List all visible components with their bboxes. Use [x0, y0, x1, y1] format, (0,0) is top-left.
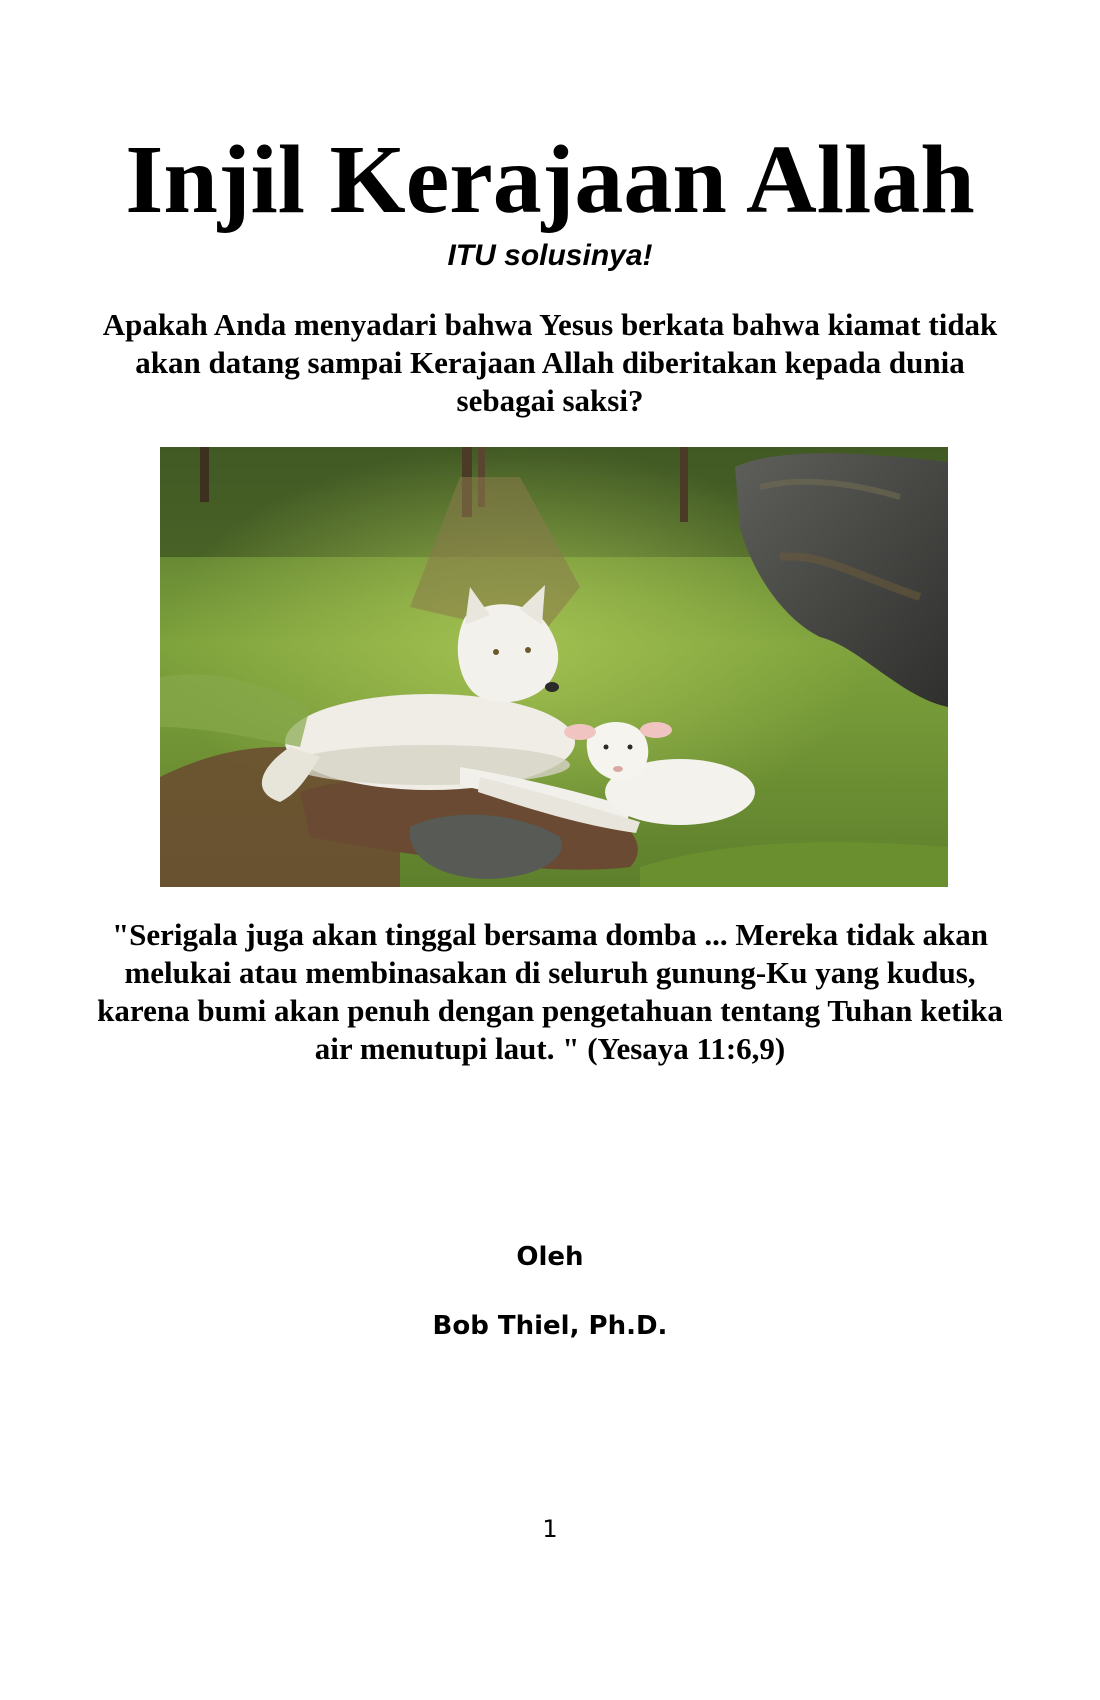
wolf-and-lamb-image [160, 447, 948, 887]
lamb-eye [604, 745, 609, 750]
wolf-eye [493, 649, 499, 655]
scripture-quote: "Serigala juga akan tinggal bersama domba ... Mereka tidak akan melukai atau membinasakan di seluruh gunung-Ku yang kudus, karena bumi akan penuh dengan pengetahuan tentang Tuhan ketika air menutupi laut. " (Yesaya 11:6,9) [97, 917, 1003, 1066]
wolf-eye [525, 647, 531, 653]
wolf-nose [545, 682, 559, 692]
page-number: 1 [542, 1515, 558, 1543]
tree-trunk [680, 447, 688, 522]
author-name: Bob Thiel, Ph.D. [432, 1311, 668, 1341]
document-subtitle: ITU solusinya! [447, 239, 653, 272]
by-label: Oleh [516, 1242, 584, 1272]
intro-question: Apakah Anda menyadari bahwa Yesus berkata bahwa kiamat tidak akan datang sampai Kerajaan Allah diberitakan kepada dunia sebagai saksi? [102, 307, 998, 418]
lamb-eye [628, 745, 633, 750]
lamb-nose [613, 766, 623, 772]
tree-trunk [200, 447, 209, 502]
lamb-ear [640, 722, 672, 738]
wolf-shadow [290, 745, 570, 785]
document-title: Injil Kerajaan Allah [125, 126, 975, 234]
lamb-ear [564, 724, 596, 740]
